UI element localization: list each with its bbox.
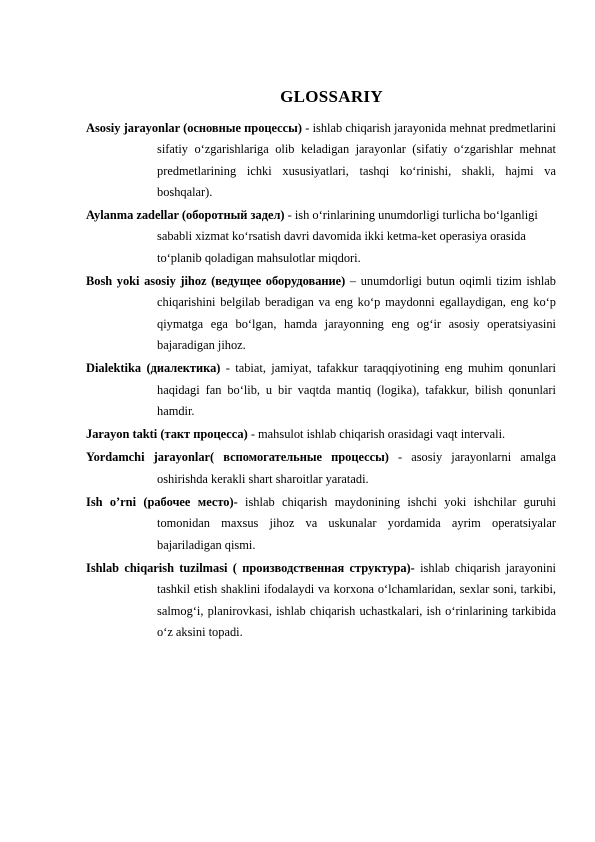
glossary-definition: – unumdorligi butun oqimli tizim ishlab chiqarishini belgilab beradigan va eng ko‘p maydonni egallaydigan, eng ko‘p qiymatga ega bo‘lgan, hamda jarayonning eng og‘ir asosiy operatsiyasini bajaradigan jihoz. [157, 274, 556, 352]
glossary-term: Ishlab chiqarish tuzilmasi ( производственная структура)- [86, 560, 415, 575]
glossary-term: Bosh yoki asosiy jihoz (ведущее оборудование) [86, 274, 346, 289]
glossary-definition: ishlab chiqarish maydonining ishchi yoki ishchilar guruhi tomonidan maxsus jihoz va uskunalar yordamida ayrim operatsiyalar bajariladigan qismi. [157, 495, 556, 552]
glossary-entry [86, 424, 556, 445]
glossary-list [86, 118, 556, 645]
glossary-term: Ish o’rni (рабочее место)- [86, 495, 238, 510]
glossary-definition: - mahsulot ishlab chiqarish orasidagi vaqt intervali. [247, 427, 506, 442]
glossary-definition: - ishlab chiqarish jarayonida mehnat predmetlarini sifatiy o‘zgarishlariga olib keladigan jarayonlar (sifatiy o‘zgarishlar mehnat predmetlarining ichki xususiyatlari, tashqi ko‘rinishi, shakli, hajmi va boshqalar). [157, 121, 556, 199]
glossary-entry [86, 358, 556, 422]
glossary-term: Asosiy jarayonlar (основные процессы) [86, 121, 302, 135]
glossary-term: Jarayon takti (такт процесса) [86, 427, 248, 442]
glossary-term: Yordamchi jarayonlar( вспомогательные процессы) [86, 450, 389, 465]
glossary-entry [86, 447, 556, 490]
glossary-definition: - tabiat, jamiyat, tafakkur taraqqiyotining eng muhim qonunlari haqidagi fan bo‘lib, u bir vaqtda mantiq (logika), tafakkur, bilish qonunlari hamdir. [157, 361, 556, 418]
glossary-entry [86, 118, 556, 203]
glossary-entry [86, 492, 556, 556]
glossary-term: Aylanma zadellar (оборотный задел) [86, 208, 285, 223]
glossary-definition: ishlab chiqarish jarayonini tashkil etish shaklini ifodalaydi va korxona o‘lchamlaridan, sexlar soni, tarkibi, salmog‘i, planirovkasi, ishlab chiqarish uchastkalari, ish o‘rinlarining tarkibida o‘z aksini topadi. [157, 560, 556, 639]
glossary-definition: - ish o‘rinlarining unumdorligi turlicha bo‘lganligi sababli xizmat ko‘rsatish davri davomida ikki ketma-ket operasiya orasida to‘planib qoladigan mahsulotlar miqdori. [157, 208, 538, 265]
page-title: GLOSSARIY [280, 87, 383, 106]
glossary-definition: - asosiy jarayonlarni amalga oshirishda kerakli shart sharoitlar yaratadi. [157, 450, 556, 486]
glossary-entry [86, 271, 556, 356]
glossary-term: Dialektika (диалектика) [86, 361, 221, 376]
glossary-entry [86, 205, 556, 269]
glossary-entry [86, 558, 556, 643]
